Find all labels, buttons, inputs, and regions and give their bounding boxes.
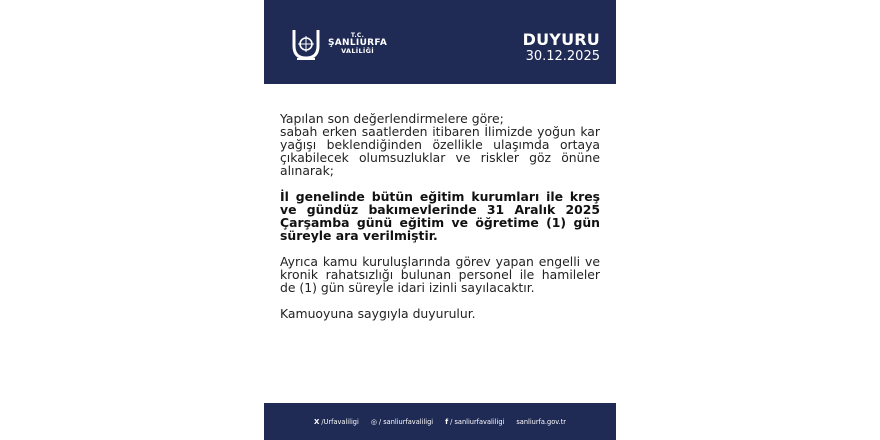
- social-x-label: /Urfavaliligi: [321, 417, 359, 426]
- paragraph-school-closure: İl genelinde bütün eğitim kurumları ile kreş ve gündüz bakımevlerinde 31 Aralık 2025 Çarşamba günü eğitim ve öğretime (1) gün süreyle ara verilmiştir.: [280, 189, 600, 243]
- governorship-logo: [290, 26, 387, 62]
- social-facebook[interactable]: [445, 418, 504, 426]
- footer-banner: [264, 403, 616, 440]
- social-facebook-label: / sanliurfavaliligi: [450, 417, 505, 426]
- emblem-icon: [290, 26, 322, 62]
- website-link[interactable]: [516, 418, 566, 426]
- x-icon: X: [313, 417, 320, 426]
- facebook-icon: f: [445, 417, 449, 426]
- announcement-poster: [264, 0, 616, 440]
- logo-office: VALİLİĞİ: [341, 47, 374, 56]
- logo-tc: T.C.: [350, 31, 365, 39]
- announcement-title: DUYURU: [522, 30, 600, 49]
- logo-city: ŞANLIURFA: [328, 38, 388, 49]
- announcement-date: 30.12.2025: [525, 49, 600, 64]
- paragraph-administrative-leave: Ayrıca kamu kuruluşlarında görev yapan engelli ve kronik rahatsızlığı bulunan personel ile hamileler de (1) gün süreyle idari izinli sayılacaktır.: [280, 254, 600, 295]
- paragraph-conditions: sabah erken saatlerden itibaren İlimizde yoğun kar yağışı beklendiğinden özellikle ulaşımda ortaya çıkabilecek olumsuzluklar ve riskler göz önüne alınarak;: [280, 124, 600, 178]
- social-instagram-label: / sanliurfavaliligi: [378, 417, 434, 426]
- intro-line: Yapılan son değerlendirmelere göre;: [280, 111, 504, 126]
- instagram-icon: ◎: [370, 417, 377, 426]
- website-label: sanliurfa.gov.tr: [516, 417, 567, 426]
- announcement-heading: [523, 32, 600, 63]
- social-instagram[interactable]: [371, 418, 433, 426]
- header-banner: [264, 0, 616, 84]
- closing-line: Kamuoyuna saygıyla duyurulur.: [280, 306, 476, 321]
- announcement-body: [280, 112, 600, 320]
- social-x[interactable]: [314, 418, 359, 426]
